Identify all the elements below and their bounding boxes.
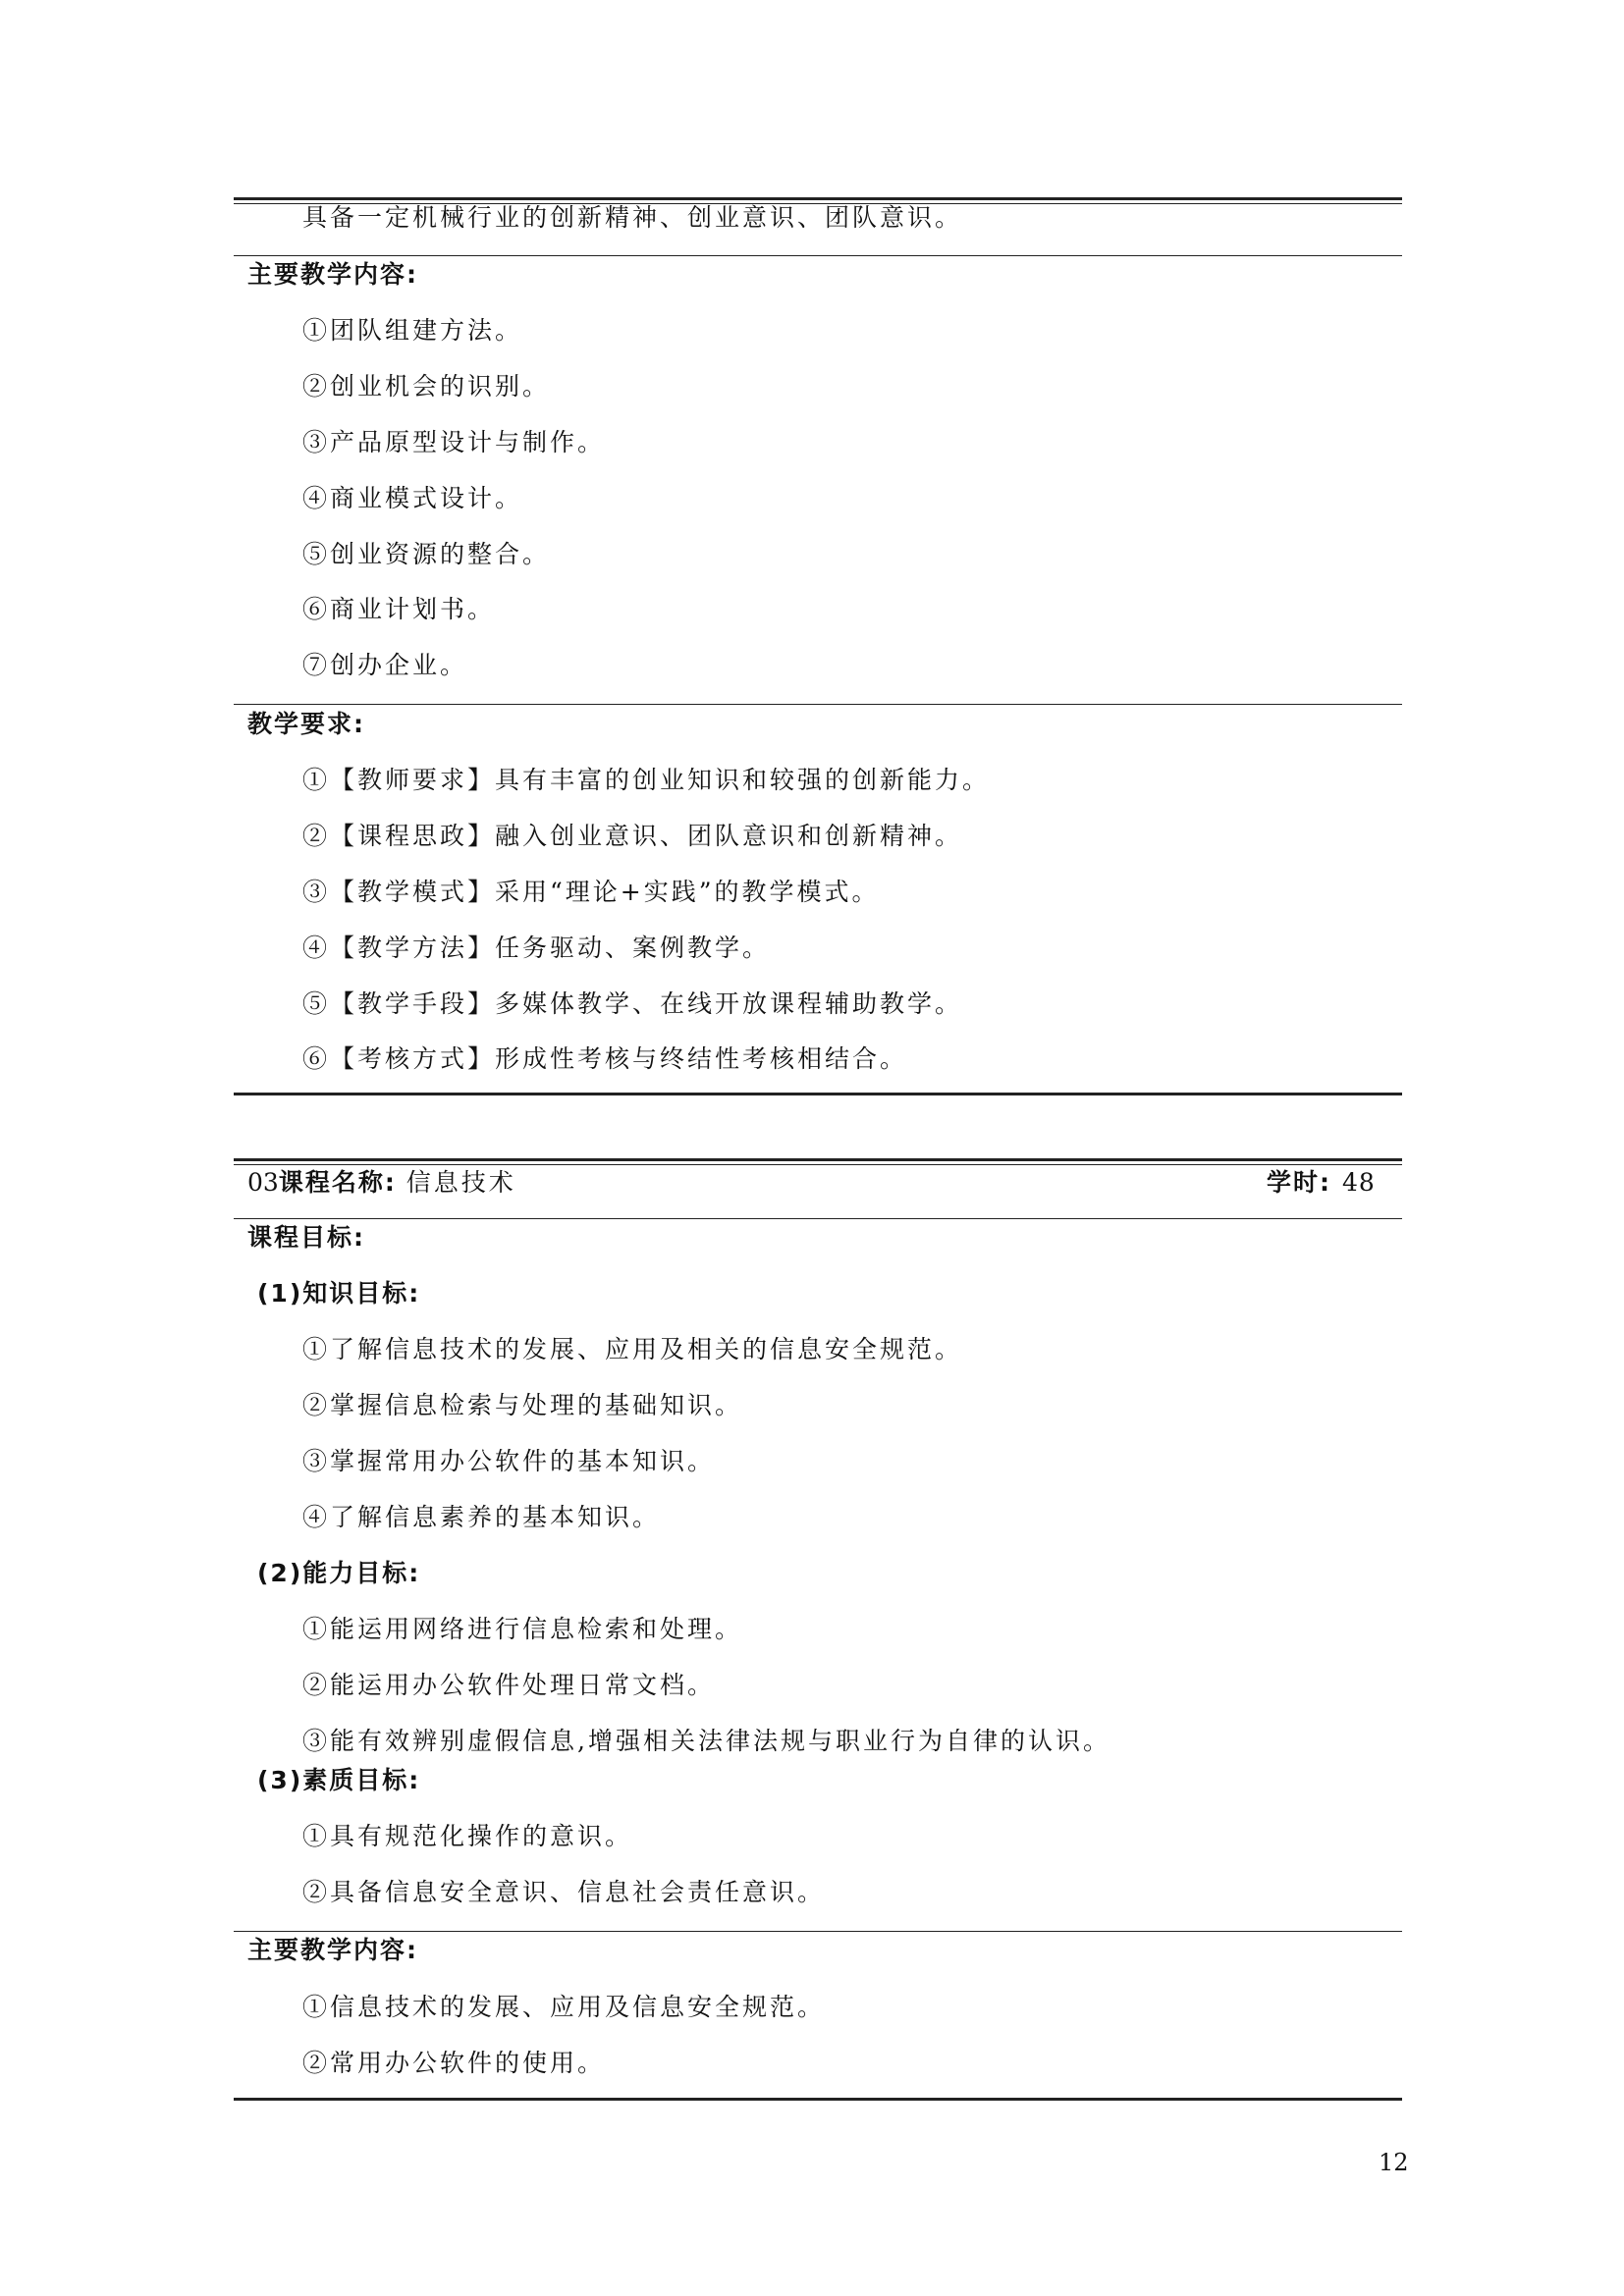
knowledge-item: ④了解信息素养的基本知识。 bbox=[302, 1503, 661, 1531]
course-number: 03 bbox=[247, 1168, 279, 1197]
quality-item: ①具有规范化操作的意识。 bbox=[302, 1822, 633, 1850]
ability-item: ②能运用办公软件处理日常文档。 bbox=[302, 1671, 716, 1699]
course-goals-heading: 课程目标: bbox=[247, 1223, 365, 1252]
requirement-item: ③【教学模式】采用“理论+实践”的教学模式。 bbox=[302, 878, 880, 906]
quality-item: ②具备信息安全意识、信息社会责任意识。 bbox=[302, 1878, 826, 1906]
block1-bottom-rule bbox=[234, 1093, 1402, 1095]
requirement-item: ②【课程思政】融入创业意识、团队意识和创新精神。 bbox=[302, 822, 963, 850]
requirement-item: ⑥【考核方式】形成性考核与终结性考核相结合。 bbox=[302, 1044, 908, 1073]
block2-top-rule bbox=[234, 1158, 1402, 1161]
content-item: ②常用办公软件的使用。 bbox=[302, 2049, 606, 2077]
requirement-item: ①【教师要求】具有丰富的创业知识和较强的创新能力。 bbox=[302, 766, 991, 794]
course-name-label: 课程名称: bbox=[278, 1168, 397, 1197]
knowledge-item: ③掌握常用办公软件的基本知识。 bbox=[302, 1447, 716, 1475]
content-item: ②创业机会的识别。 bbox=[302, 372, 551, 400]
block1-content-heading: 主要教学内容: bbox=[247, 260, 418, 289]
block2-rule-1 bbox=[234, 1218, 1402, 1219]
block2-rule-2 bbox=[234, 1931, 1402, 1932]
requirement-item: ④【教学方法】任务驱动、案例教学。 bbox=[302, 934, 771, 962]
knowledge-item: ②掌握信息检索与处理的基础知识。 bbox=[302, 1391, 743, 1419]
content-item: ①团队组建方法。 bbox=[302, 316, 523, 345]
block1-rule-2 bbox=[234, 704, 1402, 705]
page-number: 12 bbox=[1379, 2149, 1409, 2176]
quality-goals-heading: (3)素质目标: bbox=[257, 1766, 421, 1794]
content-item: ⑦创办企业。 bbox=[302, 651, 468, 679]
knowledge-goals-heading: (1)知识目标: bbox=[257, 1279, 421, 1308]
content-item: ④商业模式设计。 bbox=[302, 484, 523, 512]
hours-value: 48 bbox=[1341, 1168, 1376, 1197]
knowledge-item: ①了解信息技术的发展、应用及相关的信息安全规范。 bbox=[302, 1335, 963, 1363]
block2-bottom-rule bbox=[234, 2098, 1402, 2101]
content-item: ⑥商业计划书。 bbox=[302, 595, 496, 623]
content-item: ⑤创业资源的整合。 bbox=[302, 540, 551, 568]
ability-goals-heading: (2)能力目标: bbox=[257, 1559, 421, 1587]
ability-item: ③能有效辨别虚假信息,增强相关法律法规与职业行为自律的认识。 bbox=[302, 1727, 1110, 1755]
block1-requirements-heading: 教学要求: bbox=[247, 710, 365, 738]
hours-label: 学时: bbox=[1267, 1168, 1331, 1197]
ability-item: ①能运用网络进行信息检索和处理。 bbox=[302, 1615, 743, 1643]
content-item: ③产品原型设计与制作。 bbox=[302, 428, 606, 456]
content-item: ①信息技术的发展、应用及信息安全规范。 bbox=[302, 1993, 826, 2021]
block2-content-heading: 主要教学内容: bbox=[247, 1936, 418, 1964]
hours-row bbox=[1267, 1168, 1376, 1198]
block1-rule-1 bbox=[234, 255, 1402, 256]
requirement-item: ⑤【教学手段】多媒体教学、在线开放课程辅助教学。 bbox=[302, 989, 963, 1018]
block1-top-rule bbox=[234, 197, 1402, 200]
course-name: 信息技术 bbox=[406, 1168, 516, 1197]
block1-lead-text: 具备一定机械行业的创新精神、创业意识、团队意识。 bbox=[302, 203, 963, 232]
course-title-row bbox=[247, 1168, 516, 1198]
